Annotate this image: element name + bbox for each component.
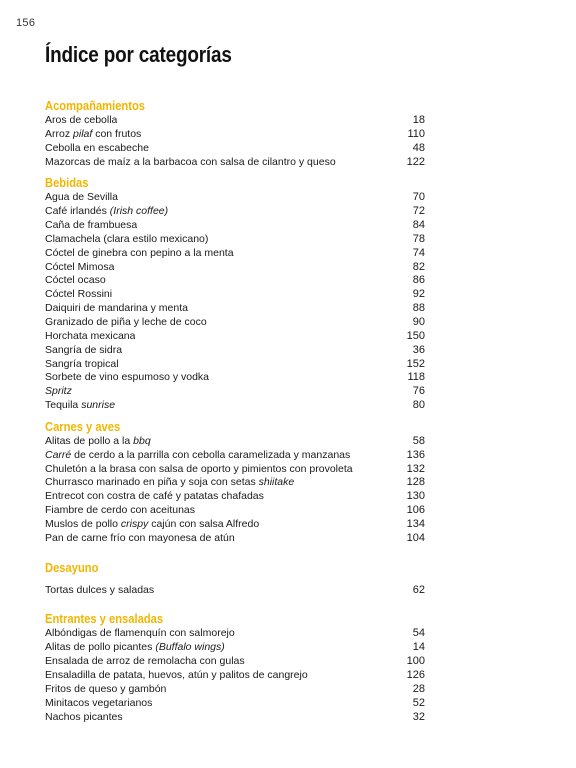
index-entry — [45, 358, 425, 372]
entry-page-number: 106 — [406, 504, 425, 517]
entry-page-number: 88 — [412, 302, 425, 315]
index-entry — [45, 463, 425, 477]
entry-page-number: 90 — [412, 315, 425, 328]
entry-name — [45, 288, 112, 302]
entry-name-italic-part: Spritz — [45, 385, 72, 398]
index-entry — [45, 655, 425, 669]
entry-page-number: 134 — [406, 517, 425, 530]
entry-name-part: cajún con salsa Alfredo — [148, 517, 260, 530]
entry-page-number: 62 — [412, 583, 425, 596]
index-entry — [45, 128, 425, 142]
entry-name — [45, 669, 308, 683]
index-entry — [45, 205, 425, 219]
entry-name-part: Daiquiri de mandarina y menta — [45, 302, 188, 315]
entry-name-part: con frutos — [92, 127, 142, 140]
entry-name-part: Alitas de pollo a la — [45, 434, 134, 447]
index-entry — [45, 476, 425, 490]
entry-name — [45, 435, 151, 449]
category-index — [45, 98, 425, 724]
entry-page-number: 52 — [412, 696, 425, 709]
entry-name-part: Ensaladilla de patata, huevos, atún y palitos de cangrejo — [45, 669, 308, 681]
category-heading: Bebidas — [45, 175, 89, 191]
entry-page-number: 118 — [407, 371, 425, 384]
entry-name — [45, 518, 259, 532]
index-entry — [45, 669, 425, 683]
entry-name-part: Cóctel ocaso — [45, 274, 106, 287]
entry-page-number: 78 — [412, 232, 425, 245]
entry-page-number: 58 — [412, 434, 425, 447]
entry-name-part: Aros de cebolla — [45, 114, 118, 126]
entry-name — [45, 205, 168, 219]
index-entry — [45, 247, 425, 261]
index-entry — [45, 532, 425, 546]
index-entry — [45, 584, 425, 598]
index-entry — [45, 627, 425, 641]
entry-name — [45, 641, 225, 655]
entry-page-number: 86 — [412, 274, 425, 287]
entry-page-number: 152 — [406, 357, 425, 370]
index-entry — [45, 435, 425, 449]
entry-page-number: 18 — [412, 114, 425, 126]
entry-name-part: Fritos de queso y gambón — [45, 682, 167, 695]
entry-name — [45, 627, 235, 641]
entry-page-number: 36 — [412, 343, 425, 356]
entry-name-part: Granizado de piña y leche de coco — [45, 315, 207, 328]
entry-name-part: Cebolla en escabeche — [45, 141, 149, 154]
entry-page-number: 136 — [406, 448, 425, 461]
entry-name — [45, 683, 166, 697]
entry-name — [45, 371, 209, 385]
category-section — [45, 560, 425, 598]
entry-name-part: Sorbete de vino espumoso y vodka — [45, 371, 210, 384]
category-section — [45, 175, 425, 413]
entry-name — [45, 114, 117, 128]
index-entry — [45, 683, 425, 697]
entry-page-number: 92 — [412, 288, 425, 301]
entry-page-number: 132 — [406, 462, 425, 475]
entry-name-part: Agua de Sevilla — [45, 191, 118, 204]
index-entry — [45, 697, 425, 711]
index-entry — [45, 142, 425, 156]
page-title: Índice por categorías — [45, 42, 232, 67]
entry-name — [45, 191, 118, 205]
entry-name — [45, 584, 154, 598]
entry-name — [45, 142, 149, 156]
entry-page-number: 70 — [412, 191, 425, 204]
entry-page-number: 82 — [412, 260, 425, 273]
page-number: 156 — [16, 17, 36, 29]
entry-name — [45, 330, 135, 344]
entry-page-number: 110 — [407, 127, 425, 140]
entry-name — [45, 156, 336, 170]
index-entry — [45, 261, 425, 275]
entry-name-part: Entrecot con costra de café y patatas chafadas — [45, 490, 264, 503]
entry-name-part: de cerdo a la parrilla con cebolla caramelizada y manzanas — [71, 448, 351, 461]
entry-name-part: Muslos de pollo — [45, 517, 121, 530]
entry-name-part: Fiambre de cerdo con aceitunas — [45, 504, 195, 517]
entry-page-number: 126 — [406, 669, 425, 681]
index-entry — [45, 233, 425, 247]
category-heading: Entrantes y ensaladas — [45, 611, 164, 627]
entry-name-part: Albóndigas de flamenquín con salmorejo — [45, 627, 235, 640]
index-entry — [45, 191, 425, 205]
index-entry — [45, 385, 425, 399]
entry-name — [45, 711, 123, 725]
entry-page-number: 130 — [406, 490, 425, 503]
category-heading: Acompañamientos — [45, 98, 146, 113]
index-entry — [45, 344, 425, 358]
entry-name-part: Nachos picantes — [45, 710, 123, 723]
category-heading: Desayuno — [45, 559, 99, 575]
index-entry — [45, 274, 425, 288]
entry-name-part: Cóctel Mimosa — [45, 260, 115, 273]
entry-name — [45, 344, 122, 358]
entry-name-part: Horchata mexicana — [45, 329, 136, 342]
index-entry — [45, 490, 425, 504]
entry-name — [45, 449, 350, 463]
entry-name — [45, 490, 264, 504]
entry-name — [45, 504, 195, 518]
entry-name-italic-part: (Irish coffee) — [109, 205, 169, 218]
index-entry — [45, 504, 425, 518]
entry-name-part: Tortas dulces y saladas — [45, 583, 155, 596]
entry-name-part: Sangría tropical — [45, 357, 119, 370]
index-entry — [45, 371, 425, 385]
entry-name-part: Sangría de sidra — [45, 343, 123, 356]
entry-name-part: Minitacos vegetarianos — [45, 696, 153, 709]
entry-name-part: Churrasco marinado en piña y soja con setas — [45, 476, 259, 489]
entry-name-italic-part: crispy — [120, 517, 149, 530]
entry-page-number: 84 — [412, 219, 425, 232]
entry-page-number: 128 — [406, 476, 425, 489]
category-section — [45, 611, 425, 724]
entry-name-italic-part: (Buffalo wings) — [155, 641, 225, 654]
entry-name-part: Café irlandés — [45, 205, 110, 218]
entry-name-part: Ensalada de arroz de remolacha con gulas — [45, 655, 245, 668]
entry-page-number: 32 — [412, 710, 425, 723]
entry-name — [45, 697, 152, 711]
entry-name-part: Chuletón a la brasa con salsa de oporto y pimientos con provoleta — [45, 462, 353, 475]
entry-page-number: 122 — [406, 155, 425, 168]
entry-name — [45, 261, 114, 275]
entry-name — [45, 302, 188, 316]
entry-page-number: 104 — [406, 531, 425, 544]
category-heading: Carnes y aves — [45, 418, 121, 434]
index-entry — [45, 641, 425, 655]
index-entry — [45, 219, 425, 233]
entry-name-part: Mazorcas de maíz a la barbacoa con salsa de cilantro y queso — [45, 155, 336, 168]
category-section — [45, 419, 425, 546]
entry-name-part: Clamachela (clara estilo mexicano) — [45, 232, 209, 245]
entry-name — [45, 128, 141, 142]
index-entry — [45, 156, 425, 170]
category-section — [45, 98, 425, 169]
index-entry — [45, 288, 425, 302]
entry-name — [45, 385, 72, 399]
entry-name — [45, 274, 106, 288]
entry-name — [45, 358, 119, 372]
entry-page-number: 28 — [412, 682, 425, 695]
entry-name — [45, 532, 235, 546]
entry-page-number: 48 — [412, 141, 425, 154]
entry-name-part: Caña de frambuesa — [45, 219, 138, 232]
entry-name — [45, 655, 245, 669]
entry-name-italic-part: Carré — [45, 448, 72, 461]
index-entry — [45, 449, 425, 463]
index-entry — [45, 711, 425, 725]
entry-name-part: Cóctel de ginebra con pepino a la menta — [45, 246, 234, 259]
index-entry — [45, 518, 425, 532]
entry-page-number: 72 — [412, 205, 425, 218]
entry-name-italic-part: shiitake — [258, 476, 295, 489]
entry-page-number: 80 — [412, 399, 425, 412]
entry-name-italic-part: sunrise — [81, 399, 116, 412]
entry-page-number: 14 — [412, 641, 425, 654]
entry-name-part: Tequila — [45, 399, 82, 412]
index-entry — [45, 302, 425, 316]
entry-page-number: 54 — [412, 627, 425, 640]
entry-name — [45, 399, 115, 413]
index-entry — [45, 114, 425, 128]
entry-name-italic-part: pilaf — [73, 127, 93, 140]
entry-name — [45, 219, 137, 233]
entry-page-number: 150 — [406, 329, 425, 342]
entry-page-number: 76 — [412, 385, 425, 398]
index-entry — [45, 330, 425, 344]
entry-name — [45, 247, 234, 261]
entry-name — [45, 476, 294, 490]
entry-page-number: 74 — [412, 246, 425, 259]
index-entry — [45, 316, 425, 330]
index-entry — [45, 399, 425, 413]
entry-name-part: Arroz — [45, 127, 74, 140]
entry-name-part: Cóctel Rossini — [45, 288, 113, 301]
entry-name — [45, 316, 207, 330]
entry-name-italic-part: bbq — [133, 434, 151, 447]
entry-name-part: Alitas de pollo picantes — [45, 641, 156, 654]
entry-name — [45, 233, 208, 247]
entry-name-part: Pan de carne frío con mayonesa de atún — [45, 531, 235, 544]
entry-page-number: 100 — [406, 655, 425, 668]
entry-name — [45, 463, 353, 477]
